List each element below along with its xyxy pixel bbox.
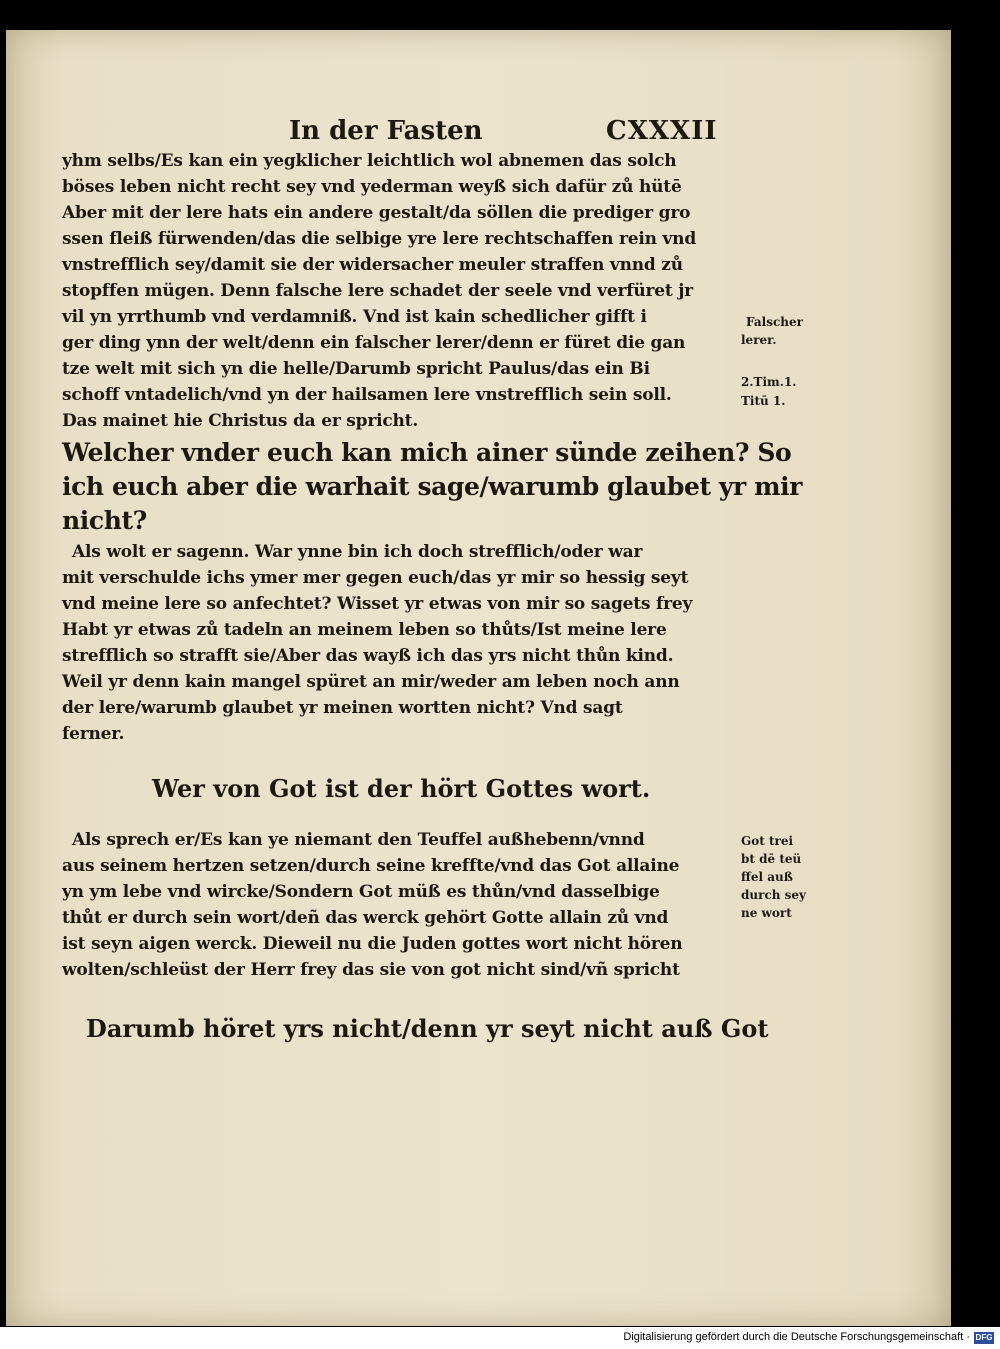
margin-line: bt dē teü	[741, 852, 802, 866]
text-line: vil yn yrrthumb vnd verdamniß. Vnd ist kain schedlicher gifft i	[62, 307, 647, 327]
folio-number: CXXXII	[606, 116, 718, 146]
footer-bar	[0, 1327, 1000, 1349]
text-line: böses leben nicht recht sey vnd yederman weyß sich dafür zů hütē	[62, 177, 682, 197]
text-line: aus seinem hertzen setzen/durch seine kreffte/vnd das Got allaine	[62, 856, 680, 876]
text-line: Weil yr denn kain mangel spüret an mir/weder am leben noch ann	[62, 672, 680, 692]
text-line: yn ym lebe vnd wircke/Sondern Got müß es thůn/vnd dasselbige	[62, 882, 660, 902]
text-line: mit verschulde ichs ymer mer gegen euch/das yr mir so hessig seyt	[62, 568, 689, 588]
margin-line: durch sey	[741, 888, 807, 902]
text-line: ist seyn aigen werck. Dieweil nu die Juden gottes wort nicht hören	[62, 934, 683, 954]
text-line: ssen fleiß fürwenden/das die selbige yre lere rechtschaffen rein vnd	[62, 229, 697, 249]
quote-line: nicht?	[62, 506, 147, 535]
margin-line: 2.Tim.1.	[741, 375, 797, 389]
dfg-logo: DFG	[975, 1333, 993, 1342]
margin-line: Falscher	[746, 315, 803, 329]
text-line: strefflich so strafft sie/Aber das wayß ich das yrs nicht thůn kind.	[62, 646, 674, 666]
text-line: ferner.	[62, 724, 125, 744]
text-line: yhm selbs/Es kan ein yegklicher leichtlich wol abnemen das solch	[62, 151, 677, 171]
margin-line: Got trei	[741, 834, 794, 848]
margin-line: ne wort	[741, 906, 792, 920]
text-line: thůt er durch sein wort/deñ das werck gehört Gotte allain zů vnd	[62, 908, 669, 928]
text-line: Als sprech er/Es kan ye niemant den Teuffel außhebenn/vnnd	[72, 830, 645, 850]
text-line: Aber mit der lere hats ein andere gestalt/da söllen die prediger gro	[62, 203, 691, 223]
text-line: vnstrefflich sey/damit sie der widersacher meuler straffen vnnd zů	[62, 255, 683, 275]
scripture-quote-3: Darumb höret yrs nicht/denn yr seyt nicht auß Got	[86, 1014, 769, 1043]
funding-credit: Digitalisierung gefördert durch die Deutsche Forschungsgemeinschaft ·	[623, 1331, 970, 1343]
running-title: In der Fasten	[289, 116, 483, 146]
text-line: Habt yr etwas zů tadeln an meinem leben so thůts/Ist meine lere	[62, 620, 667, 640]
text-line: Als wolt er sagenn. War ynne bin ich doch strefflich/oder war	[72, 542, 643, 562]
text-line: Das mainet hie Christus da er spricht.	[62, 411, 419, 431]
text-line: der lere/warumb glaubet yr meinen wortten nicht? Vnd sagt	[62, 698, 623, 718]
text-line: wolten/schleüst der Herr frey das sie von got nicht sind/vñ spricht	[62, 960, 680, 980]
margin-line: ffel auß	[741, 870, 793, 884]
margin-line: lerer.	[741, 333, 777, 347]
quote-line: Welcher vnder euch kan mich ainer sünde zeihen? So	[62, 438, 792, 467]
text-line: stopffen mügen. Denn falsche lere schadet der seele vnd verfüret jr	[62, 281, 693, 301]
text-line: schoff vntadelich/vnd yn der hailsamen lere vnstrefflich sein soll.	[62, 385, 672, 405]
book-page	[6, 30, 951, 1326]
text-line: ger ding ynn der welt/denn ein falscher lerer/denn er füret die gan	[62, 333, 686, 353]
scripture-quote-2: Wer von Got ist der hört Gottes wort.	[152, 774, 651, 803]
text-line: vnd meine lere so anfechtet? Wisset yr etwas von mir so sagets frey	[62, 594, 693, 614]
text-line: tze welt mit sich yn die helle/Darumb spricht Paulus/das ein Bi	[62, 359, 650, 379]
quote-line: ich euch aber die warhait sage/warumb glaubet yr mir	[62, 472, 803, 501]
margin-line: Titū 1.	[741, 394, 786, 408]
